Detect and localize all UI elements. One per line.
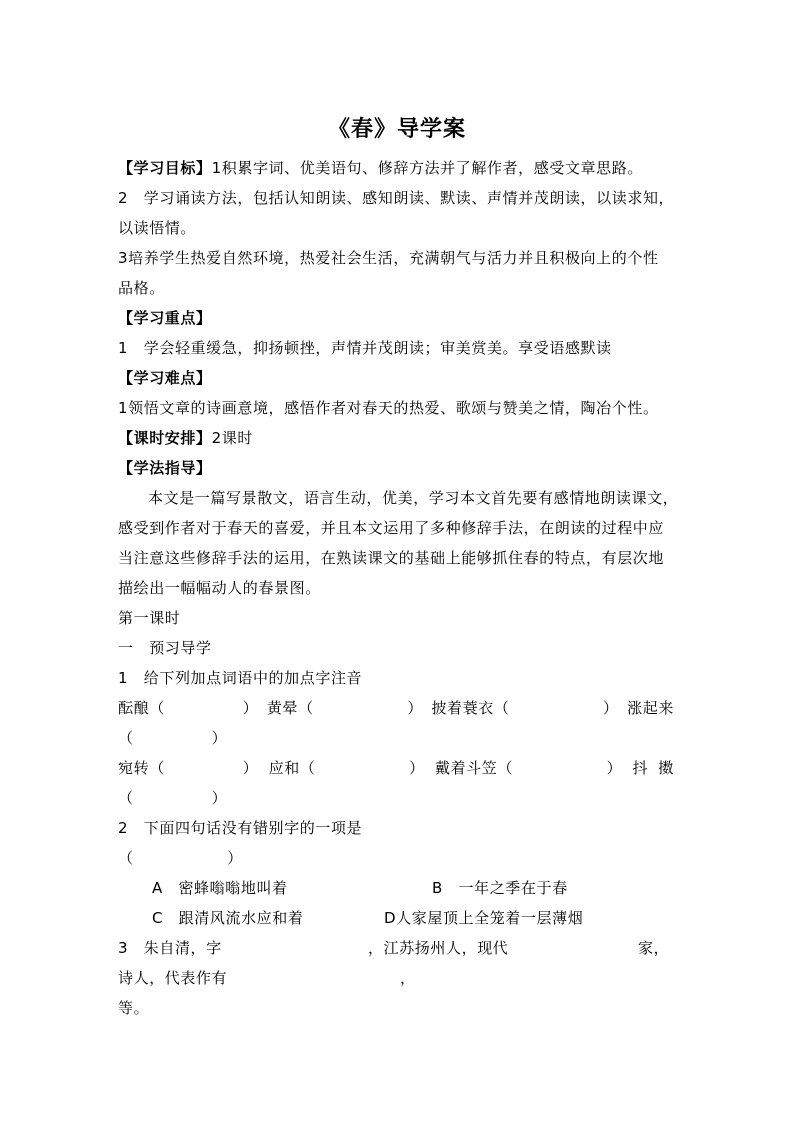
section-heading: 一 预习导学 [118, 639, 212, 657]
question-3-part-4: 诗人，代表作有 [118, 969, 228, 987]
schedule-line [118, 428, 253, 448]
lesson-heading: 第一课时 [118, 609, 181, 627]
guide-label: 【学法指导】 [118, 459, 212, 477]
pinyin-item: 黄晕（ ） [266, 699, 423, 717]
question-3-part-6: 等。 [118, 999, 150, 1017]
difficulty-label: 【学习难点】 [118, 369, 212, 387]
pinyin-row-1 [118, 698, 674, 718]
option-a: A 密蜂嗡嗡地叫着 [152, 879, 288, 897]
document-title: 《春》导学案 [327, 116, 466, 142]
pinyin-item: 擞 [658, 759, 674, 777]
focus-line-1: 1 学会轻重缓急，抑扬顿挫，声情并茂朗读；审美赏美。享受语感默读 [118, 339, 612, 357]
goals-line-1 [118, 158, 643, 178]
guide-para-1: 本文是一篇写景散文，语言生动，优美，学习本文首先要有感情地朗读课文， [148, 489, 679, 507]
question-2-answer-paren: （ ） [118, 849, 243, 867]
pinyin-row-1-blank: （ ） [118, 729, 228, 747]
question-3-part-1: 3 朱自清，字 [118, 939, 222, 957]
goals-text-1: 1积累字词、优美语句、修辞方法并了解作者，感受文章思路。 [211, 159, 643, 177]
pinyin-item: 披着蓑衣（ ） [431, 699, 619, 717]
question-1-text: 1 给下列加点词语中的加点字注音 [118, 669, 363, 687]
pinyin-item: 戴着斗笠（ ） [434, 759, 623, 777]
goals-line-3a: 3培养学生热爱自然环境，热爱社会生活，充满朝气与活力并且积极向上的个性 [118, 249, 659, 267]
pinyin-item: 涨起来 [627, 699, 674, 717]
difficulty-line-1: 1领悟文章的诗画意境，感悟作者对春天的热爱、歌颂与赞美之情，陶冶个性。 [118, 399, 659, 417]
question-3-part-3: 家， [638, 939, 670, 957]
pinyin-item: 宛转（ ） [118, 759, 259, 777]
guide-para-4: 描绘出一幅幅动人的春景图。 [118, 579, 321, 597]
option-c: C 跟清风流水应和着 [152, 909, 304, 927]
pinyin-item: 酝酿（ ） [118, 699, 259, 717]
question-2-text: 2 下面四句话没有错别字的一项是 [118, 819, 363, 837]
question-3-part-5: ， [400, 969, 416, 987]
pinyin-item: 应和（ ） [268, 759, 425, 777]
guide-para-3: 当注意这些修辞手法的运用，在熟读课文的基础上能够抓住春的特点，有层次地 [118, 549, 665, 567]
focus-label: 【学习重点】 [118, 309, 212, 327]
schedule-label: 【课时安排】 [118, 429, 212, 447]
pinyin-item: 抖 [632, 759, 649, 777]
goals-label: 【学习目标】 [118, 159, 212, 177]
goals-line-3b: 品格。 [118, 279, 165, 297]
guide-para-2: 感受到作者对于春天的喜爱，并且本文运用了多种修辞手法，在朗读的过程中应 [118, 519, 665, 537]
question-3-part-2: ，江苏扬州人，现代 [368, 939, 509, 957]
pinyin-row-2 [118, 758, 674, 778]
pinyin-row-2-blank: （ ） [118, 789, 228, 807]
goals-line-2b: 以读悟情。 [118, 219, 197, 237]
goals-line-2a: 2 学习诵读方法，包括认知朗读、感知朗读、默读、声情并茂朗读，以读求知， [118, 189, 675, 207]
option-d: D人家屋顶上全笼着一层薄烟 [384, 909, 584, 927]
option-b: B 一年之季在于春 [432, 879, 568, 897]
schedule-value: 2课时 [211, 429, 253, 447]
